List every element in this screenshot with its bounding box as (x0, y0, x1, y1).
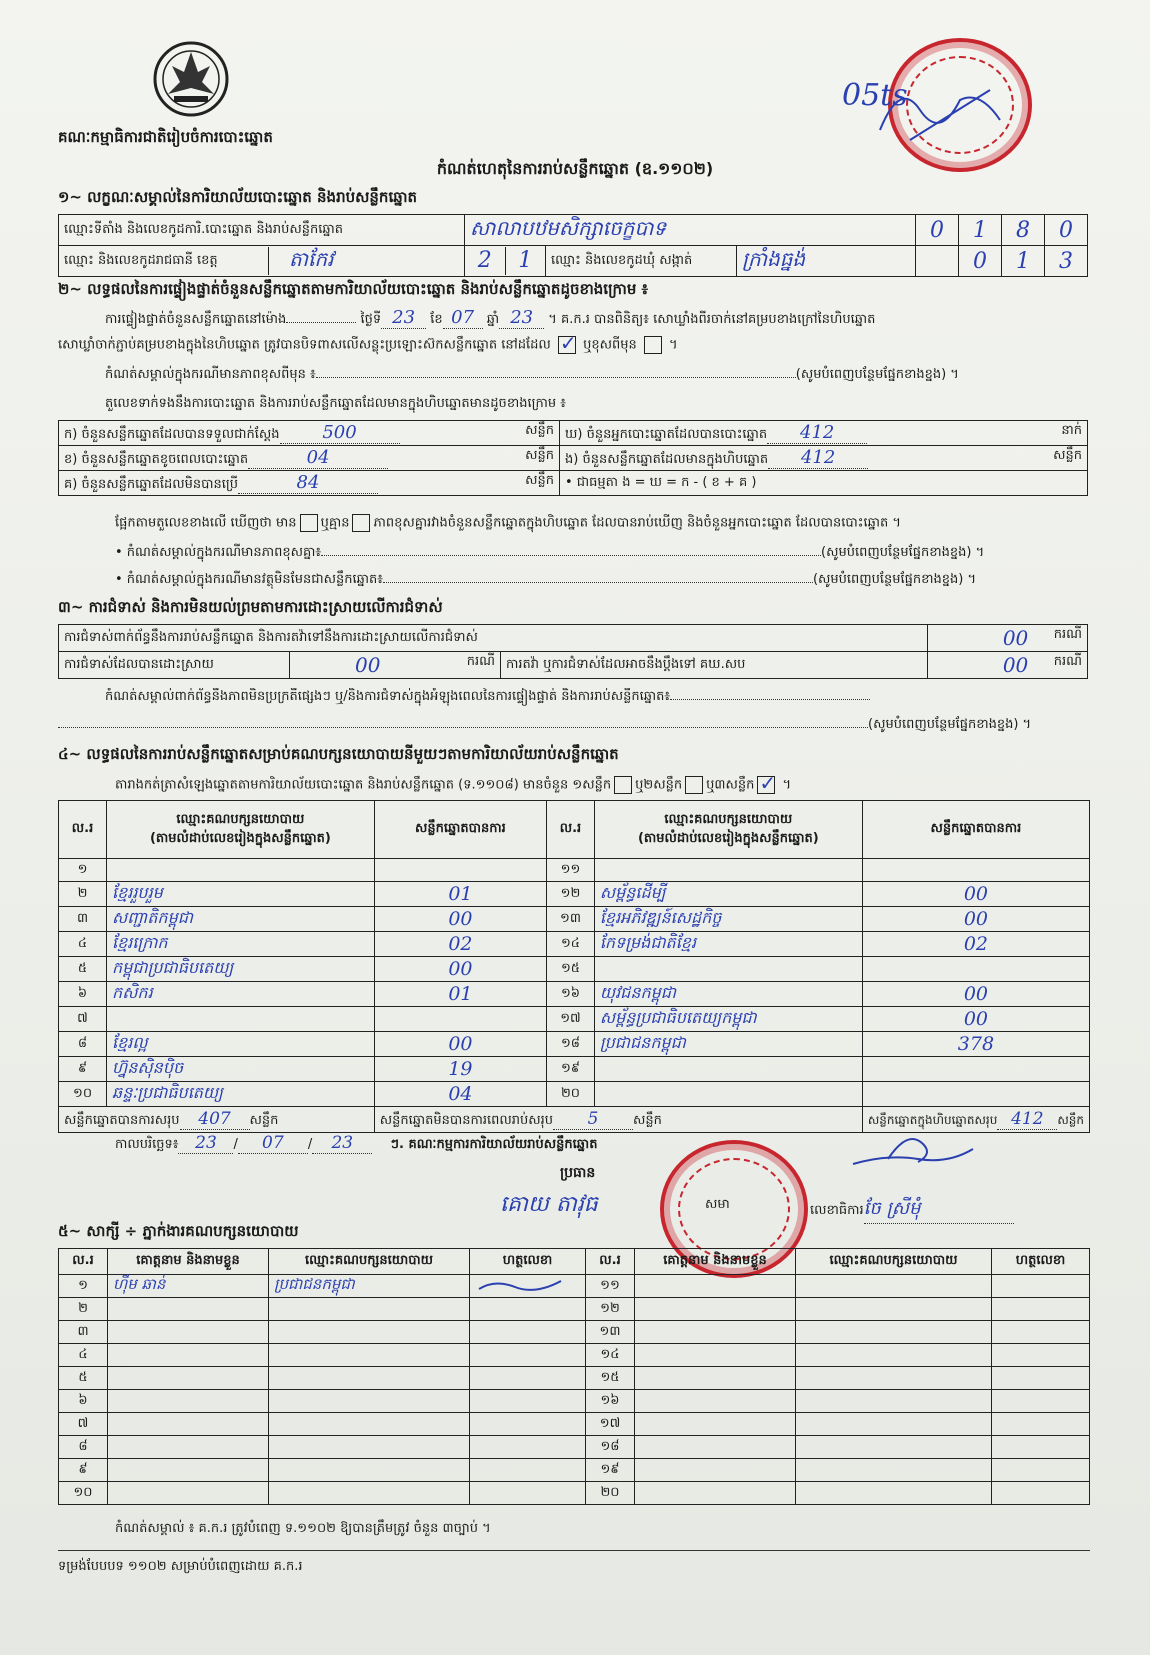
witness-row (59, 1344, 1090, 1367)
row-number: ១៧ (547, 1007, 595, 1032)
valid-votes: 00 (862, 907, 1089, 932)
party-name: សម្ព័ន្ធដើម្បី (594, 882, 862, 907)
row-number: ២ (59, 1298, 108, 1321)
formula: • ជាធម្មតា ង = ឃ = ក - ( ខ + គ ) (560, 471, 1088, 496)
valid-votes: 00 (374, 907, 546, 932)
witness-row (59, 1482, 1090, 1505)
member-label: សមា (705, 1197, 730, 1212)
verification-line1: ការផ្ទៀងផ្ទាត់ចំនួនសន្លឹកឆ្នោតនៅម៉ោង ថ្ងៃទី 23 ខែ 07 ឆ្នាំ 23 ។ គ.ក.រ បានពិនិត្យ៖ សោឃ្លាំងពីរចាក់នៅគម្របខាងក្រៅនៃហិបឆ្នោត (105, 307, 876, 328)
witness-name (108, 1413, 269, 1436)
commune-label: ឈ្មោះ និងលេខកូដឃុំ សង្កាត់ (546, 246, 737, 277)
irregularity-note: កំណត់សម្គាល់ពាក់ព័ន្ធនឹងភាពមិនប្រក្រតីផ្សេងៗ ឬ/និងការជំទាស់ក្នុងអំឡុងពេលនៃការផ្ទៀងផ្ទាត់ និងការរាប់សន្លឹកឆ្នោត៖ (105, 688, 1090, 707)
appeal-count: 00 (1002, 653, 1029, 677)
valid-votes: 04 (374, 1082, 546, 1107)
section2-heading: ២~ លទ្ធផលនៃការផ្ទៀងផ្ទាត់ចំនួនសន្លឹកឆ្នោតតាមការិយាល័យបោះឆ្នោត និងរាប់សន្លឹកឆ្នោតដូចខាងក្រោម ៖ (58, 280, 649, 298)
valid-votes: 02 (862, 932, 1089, 957)
row-number: ១០ (59, 1082, 107, 1107)
witness-row (59, 1459, 1090, 1482)
witness-name (108, 1482, 269, 1505)
valid-votes: 00 (862, 1007, 1089, 1032)
row-number: ៣ (59, 907, 107, 932)
witness-party (796, 1413, 992, 1436)
row-number: ១២ (586, 1298, 635, 1321)
row-number: ២ (59, 882, 107, 907)
valid-votes: 00 (374, 957, 546, 982)
two-sheets-checkbox[interactable] (685, 776, 703, 794)
party-name: កែទម្រង់ជាតិខ្មែរ (594, 932, 862, 957)
voters-count: 412 (767, 422, 867, 444)
party-name: សម្ព័ន្ធប្រជាធិបតេយ្យកម្ពុជា (594, 1007, 862, 1032)
form-title: កំណត់ហេតុនៃការរាប់សន្លឹកឆ្នោត (ឧ.១១០២) (436, 159, 714, 178)
valid-votes: 01 (374, 982, 546, 1007)
witness-signature (470, 1413, 586, 1436)
row-number: ១៥ (586, 1367, 635, 1390)
witness-party (269, 1344, 470, 1367)
row-number: ១៨ (586, 1436, 635, 1459)
result-row (59, 907, 1090, 932)
objections-table: ការជំទាស់ពាក់ព័ន្ធនឹងការរាប់សន្លឹកឆ្នោត និងការតវ៉ាទៅនឹងការដោះស្រាយលើការជំទាស់ 00 ករណី ការជំទាស់ដែលបានដោះស្រាយ 00 ករណី ការតវ៉ា ឬការជំទាស់ដែលអាចនឹងប្តឹងទៅ គឃ.សប 00 ករណី (58, 624, 1088, 679)
row-number: ៨ (59, 1032, 107, 1057)
witness-signature (470, 1344, 586, 1367)
committee-name: គណៈកម្មាធិការជាតិរៀបចំការបោះឆ្នោត (58, 128, 273, 146)
has-difference-checkbox[interactable] (300, 514, 318, 532)
party-name (594, 957, 862, 982)
total-valid: 407 (180, 1109, 250, 1130)
row-number: ១ (59, 1275, 108, 1298)
valid-votes (374, 859, 546, 882)
party-name: កសិករ (107, 982, 375, 1007)
row-number: ១៣ (547, 907, 595, 932)
row-number: ៦ (59, 982, 107, 1007)
witness-signature (470, 1482, 586, 1505)
witness-signature (992, 1344, 1090, 1367)
party-name: ហ្វ៊ុនស៊ិនប៉ិច (107, 1057, 375, 1082)
signature-mark (475, 1275, 565, 1293)
same-checkbox[interactable] (558, 336, 576, 354)
row-number: ៧ (59, 1007, 107, 1032)
party-name: ប្រជាជនកម្ពុជា (594, 1032, 862, 1057)
witness-name (108, 1436, 269, 1459)
valid-votes (862, 1057, 1089, 1082)
party-name: ខ្មែរក្រោក (107, 932, 375, 957)
witness-name (635, 1482, 796, 1505)
witness-party: ប្រជាជនកម្ពុជា (269, 1275, 470, 1298)
result-row (59, 1057, 1090, 1082)
witness-party (269, 1321, 470, 1344)
row-number: ១៩ (586, 1459, 635, 1482)
witness-name (108, 1390, 269, 1413)
witness-name (635, 1390, 796, 1413)
witness-signature (992, 1298, 1090, 1321)
digit: 1 (518, 248, 533, 273)
digit: 0 (1045, 215, 1088, 246)
witness-signature (992, 1390, 1090, 1413)
compare-line: ផ្អែកតាមតួលេខខាងលើ ឃើញថា មាន ឬគ្មាន ភាពខុសគ្នារវាងចំនួនសន្លឹកឆ្នោតក្នុងហិបឆ្នោត ដែលបានរាប់ឃើញ និងចំនួនអ្នកបោះឆ្នោត ដែលបានបោះឆ្នោត ។ (115, 515, 901, 531)
different-checkbox[interactable] (644, 336, 662, 354)
witness-signature (992, 1436, 1090, 1459)
row-number: ២០ (586, 1482, 635, 1505)
location-value: សាលាបឋមសិក្សាចេក្ខបាទ (465, 215, 916, 246)
result-row (59, 859, 1090, 882)
diff-note: កំណត់សម្គាល់ក្នុងករណីមានភាពខុសពីមុន ៖ (សូមបំពេញបន្ថែមផ្នែកខាងខ្នង) ។ (105, 367, 959, 382)
row-number: ១៣ (586, 1321, 635, 1344)
party-name: ឆន្ទៈប្រជាធិបតេយ្យ (107, 1082, 375, 1107)
party-name: ខ្មែរអភិវឌ្ឍន៍សេដ្ឋកិច្ច (594, 907, 862, 932)
digit: 2 (465, 247, 506, 275)
secretary-name: ចែ ស្រីមុំ (864, 1196, 1014, 1224)
row-number: ១៤ (547, 932, 595, 957)
witness-name (108, 1298, 269, 1321)
figures-table: ក) ចំនួនសន្លឹកឆ្នោតដែលបានទទួលជាក់ស្តែង 500 សន្លឹក ឃ) ចំនួនអ្នកបោះឆ្នោតដែលបានបោះឆ្នោត 412 នាក់ ខ) ចំនួនសន្លឹកឆ្នោតខូចពេលបោះឆ្នោត 04 សន្លឹក ង) ចំនួនសន្លឹកឆ្នោតដែលមានក្នុងហិបឆ្នោត 412 សន្លឹក គ) ចំនួនសន្លឹកឆ្នោតដែលមិនបានប្រើ 84 សន្លឹក • ជាធម្មតា ង = ឃ = ក - ( ខ + គ ) (58, 420, 1088, 496)
valid-votes: 00 (862, 882, 1089, 907)
witness-name (108, 1344, 269, 1367)
row-number: ៩ (59, 1459, 108, 1482)
result-row (59, 932, 1090, 957)
witness-row (59, 1298, 1090, 1321)
digit: 0 (916, 215, 959, 246)
form-page: គណៈកម្មាធិការជាតិរៀបចំការបោះឆ្នោត 05ts កំណត់ហេតុនៃការរាប់សន្លឹកឆ្នោត (ឧ.១១០២) ១~ លក្ខណៈសម្គាល់នៃការិយាល័យបោះឆ្នោត និងរាប់សន្លឹកឆ្នោត ឈ្មោះទីតាំង និងលេខកូដការិ.បោះឆ្នោត និងរាប់សន្លឹកឆ្នោត សាលាបឋមសិក្សាចេក្ខបាទ 0 1 8 0 ឈ្មោះ និងលេខកូដរាជធានី ខេត្ត តាកែវ 2 1 ឈ្មោះ និងលេខកូដឃុំ សង្កាត់ ក្រាំងធ្នង់ 0 1 3 ២~ លទ្ធផលនៃការផ្ទៀងផ្ទាត់ចំនួនសន្លឹកឆ្នោតតាមការិយាល័យបោះឆ្នោត និងរាប់សន្លឹកឆ្នោតដូចខាងក្រោម ៖ ការផ្ទៀងផ្ទាត់ចំនួនសន្លឹកឆ្នោតនៅម៉ោង ថ្ងៃទី 23 ខែ 07 ឆ្នាំ 23 ។ គ.ក.រ បានពិនិត្យ៖ សោឃ្លាំងពីរចាក់នៅគម្របខាងក្រៅនៃហិបឆ្នោត សោឃ្លាំចាក់ភ្ជាប់គម្របខាងក្នុងនៃហិបឆ្នោត ត្រូវបានបិទពាសលើសន្លុះប្រឡោះស៊កសន្លឹកឆ្នោត នៅដដែល ✓ ឬខុសពីមុន ។ កំណត់សម្គាល់ក្នុងករណីមានភាពខុសពីមុន ៖ (សូមបំពេញបន្ថែមផ្នែកខាងខ្នង) ។ តួលេខទាក់ទងនឹងការបោះឆ្នោត និងការរាប់សន្លឹកឆ្នោតដែលមានក្នុងហិបឆ្នោតមានដូចខាងក្រោម ៖ ក) ចំនួនសន្លឹកឆ្នោតដែលបានទទួលជាក់ស្តែង 500 សន្លឹក ឃ) ចំនួនអ្នកបោះឆ្នោតដែលបានបោះឆ្នោត 412 នាក់ ខ) ចំនួនសន្លឹកឆ្នោតខូចពេលបោះឆ្នោត 04 សន្លឹក ង) ចំនួនសន្លឹកឆ្នោតដែលមានក្នុងហិបឆ្នោត 412 សន្លឹក គ) ចំនួនសន្លឹកឆ្នោតដែលមិនបានប្រើ 84 សន្លឹក • ជាធម្មតា ង = ឃ = ក - ( ខ + គ ) ផ្អែកតាមតួលេខខាងលើ ឃើញថា មាន ឬគ្មាន ភាពខុសគ្នារវាងចំនួនសន្លឹកឆ្នោតក្នុងហិបឆ្នោត ដែលបានរាប់ឃើញ និងចំនួនអ្នកបោះឆ្នោត ដែលបានបោះឆ្នោត ។ • កំណត់សម្គាល់ក្នុងករណីមានភាពខុសគ្នា៖ (សូមបំពេញបន្ថែមផ្នែកខាងខ្នង) ។ • កំណត់សម្គាល់ក្នុងករណីមានវត្ថុមិនមែនជាសន្លឹកឆ្នោត៖ (សូមបំពេញបន្ថែមផ្នែកខាងខ្នង) ។ ៣~ ការជំទាស់ និងការមិនយល់ព្រមតាមការដោះស្រាយលើការជំទាស់ ការជំទាស់ពាក់ព័ន្ធនឹងការរាប់សន្លឹកឆ្នោត និងការតវ៉ាទៅនឹងការដោះស្រាយលើការជំទាស់ 00 ករណី ការជំទាស់ដែលបានដោះស្រាយ 00 ករណី ការតវ៉ា ឬការជំទាស់ដែលអាចនឹងប្តឹងទៅ គឃ.សប 00 ករណី កំណត់សម្គាល់ពាក់ព័ន្ធនឹងភាពមិនប្រក្រតីផ្សេងៗ ឬ/និងការជំទាស់ក្នុងអំឡុងពេលនៃការផ្ទៀងផ្ទាត់ និងការរាប់សន្លឹកឆ្នោត៖ (សូមបំពេញបន្ថែមផ្នែកខាងខ្នង) ។ ៤~ លទ្ធផលនៃការរាប់សន្លឹកឆ្នោតសម្រាប់គណបក្សនយោបាយនីមួយៗតាមការិយាល័យរាប់សន្លឹកឆ្នោត តារាងកត់ត្រាសំឡេងឆ្នោតតាមការិយាល័យបោះឆ្នោត និងរាប់សន្លឹកឆ្នោត (ទ.១១០៨) មានចំនួន ១សន្លឹក ឬ២សន្លឹក ឬ៣សន្លឹក✓ ។ ល.រ ឈ្មោះគណបក្សនយោបាយ (តាមលំដាប់លេខរៀងក្នុងសន្លឹកឆ្នោត) សន្លឹកឆ្នោតបានការ ល.រ ឈ្មោះគណបក្សនយោបាយ (តាមលំដាប់លេខរៀងក្នុងសន្លឹកឆ្នោត) សន្លឹកឆ្នោតបានការ ១ ១១ ២ ខ្មែររួបរួម 01 ១២ សម្ព័ន្ធដើម្បី 00 ៣ សញ្ជាតិកម្ពុជា 00 ១៣ ខ្មែរអភិវឌ្ឍន៍សេដ្ឋកិច្ច 00 ៤ ខ្មែរក្រោក 02 ១៤ កែទម្រង់ជាតិខ្មែរ 02 ៥ កម្ពុជាប្រជាធិបតេយ្យ 00 ១៥ ៦ កសិករ 01 ១៦ យុវជនកម្ពុជា 00 ៧ ១៧ សម្ព័ន្ធប្រជាធិបតេយ្យកម្ពុជា 00 ៨ ខ្មែរល្អ 00 ១៨ ប្រជាជនកម្ពុជា 378 ៩ ហ្វ៊ុនស៊ិនប៉ិច 19 ១៩ ១០ ឆន្ទៈប្រជាធិបតេយ្យ 04 ២០ សន្លឹកឆ្នោតបានការសរុប 407 សន្លឹក សន្លឹកឆ្នោតមិនបានការពេលរាប់សរុប 5 សន្លឹក សន្លឹកឆ្នោតក្នុងហិបឆ្នោតសរុប 412 សន្លឹក កាលបរិច្ឆេទ៖ 23 / 07 / 23 ៗ. គណៈកម្មការការិយាល័យរាប់សន្លឹកឆ្នោត ប្រធាន គោយ តាវុធ សមា លេខាធិការចែ ស្រីមុំ ៥~ សាក្សី ÷ ភ្នាក់ងារគណបក្សនយោបាយ ល.រ គោត្តនាម និងនាមខ្លួន ឈ្មោះគណបក្សនយោបាយ ហត្ថលេខា ល.រ គោត្តនាម និងនាមខ្លួន ឈ្មោះគណបក្សនយោបាយ ហត្ថលេខា ១ ហ៊ឹម ឆាន់ ប្រជាជនកម្ពុជា ១១ ២ ១២ ៣ ១៣ ៤ ១៤ ៥ ១៥ ៦ ១៦ ៧ ១៧ ៨ ១៨ ៩ ១៩ ១០ ២០ កំណត់សម្គាល់ ៖ គ.ក.រ ត្រូវបំពេញ ទ.១១០២ ឱ្យបានត្រឹមត្រូវ ចំនួន ៣ច្បាប់ ។ ទម្រង់បែបបទ ១១០២ សម្រាប់បំពេញដោយ គ.ក.រ (0, 0, 1150, 1655)
date-line: កាលបរិច្ឆេទ៖ 23 / 07 / 23 ៗ. គណៈកម្មការការិយាល័យរាប់សន្លឹកឆ្នោត (115, 1133, 598, 1153)
witness-party (796, 1482, 992, 1505)
section3-heading: ៣~ ការជំទាស់ និងការមិនយល់ព្រមតាមការដោះស្រាយលើការជំទាស់ (58, 598, 443, 616)
section5-heading: ៥~ សាក្សី ÷ ភ្នាក់ងារគណបក្សនយោបាយ (58, 1222, 299, 1240)
witness-party (796, 1344, 992, 1367)
row-number: ៨ (59, 1436, 108, 1459)
section1-heading: ១~ លក្ខណៈសម្គាល់នៃការិយាល័យបោះឆ្នោត និងរាប់សន្លឹកឆ្នោត (58, 188, 418, 206)
witness-name (108, 1321, 269, 1344)
result-row (59, 957, 1090, 982)
witness-name (635, 1367, 796, 1390)
witness-name: ហ៊ឹម ឆាន់ (108, 1275, 269, 1298)
witness-name (635, 1321, 796, 1344)
footnote: កំណត់សម្គាល់ ៖ គ.ក.រ ត្រូវបំពេញ ទ.១១០២ ឱ្យបានត្រឹមត្រូវ ចំនួន ៣ច្បាប់ ។ (115, 1521, 491, 1536)
result-row (59, 1032, 1090, 1057)
party-name: កម្ពុជាប្រជាធិបតេយ្យ (107, 957, 375, 982)
witness-signature (470, 1275, 586, 1298)
province-value: តាកែវ (289, 247, 334, 271)
witness-row (59, 1413, 1090, 1436)
no-difference-checkbox[interactable] (352, 514, 370, 532)
witness-row (59, 1367, 1090, 1390)
signature-secretary (848, 1124, 978, 1174)
row-number: ១ (59, 859, 107, 882)
witness-party (269, 1482, 470, 1505)
witness-party (269, 1367, 470, 1390)
chair-title: ប្រធាន (560, 1165, 596, 1181)
row-number: ២០ (547, 1082, 595, 1107)
row-number: ១៨ (547, 1032, 595, 1057)
resolved-count: 00 (355, 653, 381, 677)
footer-rule (58, 1550, 1090, 1551)
row-number: ៤ (59, 1344, 108, 1367)
witness-party (796, 1459, 992, 1482)
witness-party (796, 1298, 992, 1321)
valid-votes (862, 859, 1089, 882)
section1-table (58, 214, 1088, 277)
row-number: ៩ (59, 1057, 107, 1082)
witness-table: ល.រ គោត្តនាម និងនាមខ្លួន ឈ្មោះគណបក្សនយោបាយ ហត្ថលេខា ល.រ គោត្តនាម និងនាមខ្លួន ឈ្មោះគណបក្សនយោបាយ ហត្ថលេខា ១ ហ៊ឹម ឆាន់ ប្រជាជនកម្ពុជា ១១ ២ ១២ ៣ ១៣ ៤ ១៤ ៥ ១៥ ៦ ១៦ ៧ ១៧ ៨ ១៨ ៩ ១៩ ១០ ២០ (58, 1248, 1090, 1505)
row-number: ១១ (547, 859, 595, 882)
result-row (59, 982, 1090, 1007)
valid-votes: 01 (374, 882, 546, 907)
valid-votes: 19 (374, 1057, 546, 1082)
total-invalid: 5 (553, 1109, 633, 1130)
bullet-object: • កំណត់សម្គាល់ក្នុងករណីមានវត្ថុមិនមែនជាសន្លឹកឆ្នោត៖ (សូមបំពេញបន្ថែមផ្នែកខាងខ្នង) ។ (115, 572, 977, 587)
handwritten-code: 05ts (842, 78, 908, 113)
valid-votes (862, 957, 1089, 982)
figures-intro: តួលេខទាក់ទងនឹងការបោះឆ្នោត និងការរាប់សន្លឹកឆ្នោតដែលមានក្នុងហិបឆ្នោតមានដូចខាងក្រោម ៖ (105, 396, 566, 411)
row-number: ១៤ (586, 1344, 635, 1367)
valid-votes: 02 (374, 932, 546, 957)
row-number: ៣ (59, 1321, 108, 1344)
three-sheets-checkbox[interactable] (757, 776, 775, 794)
witness-name (635, 1275, 796, 1298)
row-number: ៥ (59, 957, 107, 982)
box-ballots: 412 (768, 447, 868, 469)
bullet-diff: • កំណត់សម្គាល់ក្នុងករណីមានភាពខុសគ្នា៖ (សូមបំពេញបន្ថែមផ្នែកខាងខ្នង) ។ (115, 545, 985, 560)
witness-name (635, 1413, 796, 1436)
witness-name (635, 1298, 796, 1321)
witness-signature (992, 1459, 1090, 1482)
valid-votes: 00 (862, 982, 1089, 1007)
row-number: ១២ (547, 882, 595, 907)
result-row (59, 1007, 1090, 1032)
witness-party (269, 1390, 470, 1413)
chair-name: គោយ តាវុធ (500, 1192, 598, 1217)
witness-party (796, 1436, 992, 1459)
digit: 1 (959, 215, 1002, 246)
province-label: ឈ្មោះ និងលេខកូដរាជធានី ខេត្ត (59, 247, 269, 275)
result-row (59, 1082, 1090, 1107)
one-sheet-checkbox[interactable] (614, 776, 632, 794)
witness-signature (992, 1275, 1090, 1298)
witness-signature (992, 1367, 1090, 1390)
spoiled-ballots: 04 (248, 447, 388, 469)
digit: 3 (1045, 246, 1088, 277)
witness-signature (992, 1321, 1090, 1344)
location-label: ឈ្មោះទីតាំង និងលេខកូដការិ.បោះឆ្នោត និងរាប់សន្លឹកឆ្នោត (59, 215, 465, 246)
row-number: ១៦ (586, 1390, 635, 1413)
valid-votes (862, 1082, 1089, 1107)
party-name (107, 859, 375, 882)
results-table: ល.រ ឈ្មោះគណបក្សនយោបាយ (តាមលំដាប់លេខរៀងក្នុងសន្លឹកឆ្នោត) សន្លឹកឆ្នោតបានការ ល.រ ឈ្មោះគណបក្សនយោបាយ (តាមលំដាប់លេខរៀងក្នុងសន្លឹកឆ្នោត) សន្លឹកឆ្នោតបានការ ១ ១១ ២ ខ្មែររួបរួម 01 ១២ សម្ព័ន្ធដើម្បី 00 ៣ សញ្ជាតិកម្ពុជា 00 ១៣ ខ្មែរអភិវឌ្ឍន៍សេដ្ឋកិច្ច 00 ៤ ខ្មែរក្រោក 02 ១៤ កែទម្រង់ជាតិខ្មែរ 02 ៥ កម្ពុជាប្រជាធិបតេយ្យ 00 ១៥ ៦ កសិករ 01 ១៦ យុវជនកម្ពុជា 00 ៧ ១៧ សម្ព័ន្ធប្រជាធិបតេយ្យកម្ពុជា 00 ៨ ខ្មែរល្អ 00 ១៨ ប្រជាជនកម្ពុជា 378 ៩ ហ្វ៊ុនស៊ិនប៉ិច 19 ១៩ ១០ ឆន្ទៈប្រជាធិបតេយ្យ 04 ២០ សន្លឹកឆ្នោតបានការសរុប 407 សន្លឹក សន្លឹកឆ្នោតមិនបានការពេលរាប់សរុប 5 សន្លឹក សន្លឹកឆ្នោតក្នុងហិបឆ្នោតសរុប 412 សន្លឹក (58, 800, 1090, 1133)
national-emblem (150, 38, 232, 120)
year-value: 23 (499, 307, 544, 329)
witness-row (59, 1275, 1090, 1298)
day-value: 23 (381, 307, 426, 329)
witness-party (796, 1321, 992, 1344)
witness-row (59, 1321, 1090, 1344)
witness-signature (470, 1298, 586, 1321)
party-name (594, 859, 862, 882)
witness-signature (470, 1367, 586, 1390)
row-number: ១៦ (547, 982, 595, 1007)
witness-name (635, 1344, 796, 1367)
row-number: ១១ (586, 1275, 635, 1298)
footer-text: ទម្រង់បែបបទ ១១០២ សម្រាប់បំពេញដោយ គ.ក.រ (58, 1559, 303, 1574)
row-number: ៧ (59, 1413, 108, 1436)
witness-signature (992, 1413, 1090, 1436)
witness-name (108, 1459, 269, 1482)
witness-name (635, 1459, 796, 1482)
witness-signature (992, 1482, 1090, 1505)
party-name (107, 1007, 375, 1032)
tally-sheets-line: តារាងកត់ត្រាសំឡេងឆ្នោតតាមការិយាល័យបោះឆ្នោត និងរាប់សន្លឹកឆ្នោត (ទ.១១០៨) មានចំនួន ១សន្លឹក ឬ២សន្លឹក ឬ៣សន្លឹក✓ ។ (115, 776, 791, 796)
party-name (594, 1082, 862, 1107)
digit: 0 (959, 246, 1002, 277)
witness-party (796, 1390, 992, 1413)
party-name: សញ្ជាតិកម្ពុជា (107, 907, 375, 932)
row-number: ១៥ (547, 957, 595, 982)
objections-count: 00 (1002, 626, 1029, 650)
total-box: 412 (997, 1109, 1057, 1130)
witness-party (796, 1275, 992, 1298)
signature-top (870, 70, 1010, 150)
witness-party (269, 1298, 470, 1321)
row-number: ១៩ (547, 1057, 595, 1082)
witness-name (635, 1436, 796, 1459)
witness-signature (470, 1390, 586, 1413)
party-name: ខ្មែរល្អ (107, 1032, 375, 1057)
valid-votes (374, 1007, 546, 1032)
witness-name (108, 1367, 269, 1390)
party-name: ខ្មែររួបរួម (107, 882, 375, 907)
witness-signature (470, 1459, 586, 1482)
row-number: ១៧ (586, 1413, 635, 1436)
witness-signature (470, 1321, 586, 1344)
valid-votes: 378 (862, 1032, 1089, 1057)
section4-heading: ៤~ លទ្ធផលនៃការរាប់សន្លឹកឆ្នោតសម្រាប់គណបក្សនយោបាយនីមួយៗតាមការិយាល័យរាប់សន្លឹកឆ្នោត (58, 745, 619, 763)
witness-signature (470, 1436, 586, 1459)
witness-party (796, 1367, 992, 1390)
result-row (59, 882, 1090, 907)
row-number: ៤ (59, 932, 107, 957)
received-ballots: 500 (280, 422, 400, 444)
verification-line2: សោឃ្លាំចាក់ភ្ជាប់គម្របខាងក្នុងនៃហិបឆ្នោត ត្រូវបានបិទពាសលើសន្លុះប្រឡោះស៊កសន្លឹកឆ្នោត នៅដដែល ✓ ឬខុសពីមុន ។ (58, 336, 678, 356)
witness-row (59, 1390, 1090, 1413)
row-number: ៦ (59, 1390, 108, 1413)
party-name: យុវជនកម្ពុជា (594, 982, 862, 1007)
commune-value: ក្រាំងធ្នង់ (737, 246, 916, 277)
party-name (594, 1057, 862, 1082)
row-number: ៥ (59, 1367, 108, 1390)
witness-party (269, 1413, 470, 1436)
valid-votes: 00 (374, 1032, 546, 1057)
witness-row (59, 1436, 1090, 1459)
month-value: 07 (443, 307, 483, 329)
digit: 8 (1002, 215, 1045, 246)
witness-party (269, 1459, 470, 1482)
digit: 1 (1002, 246, 1045, 277)
unused-ballots: 84 (238, 472, 378, 494)
witness-party (269, 1436, 470, 1459)
row-number: ១០ (59, 1482, 108, 1505)
